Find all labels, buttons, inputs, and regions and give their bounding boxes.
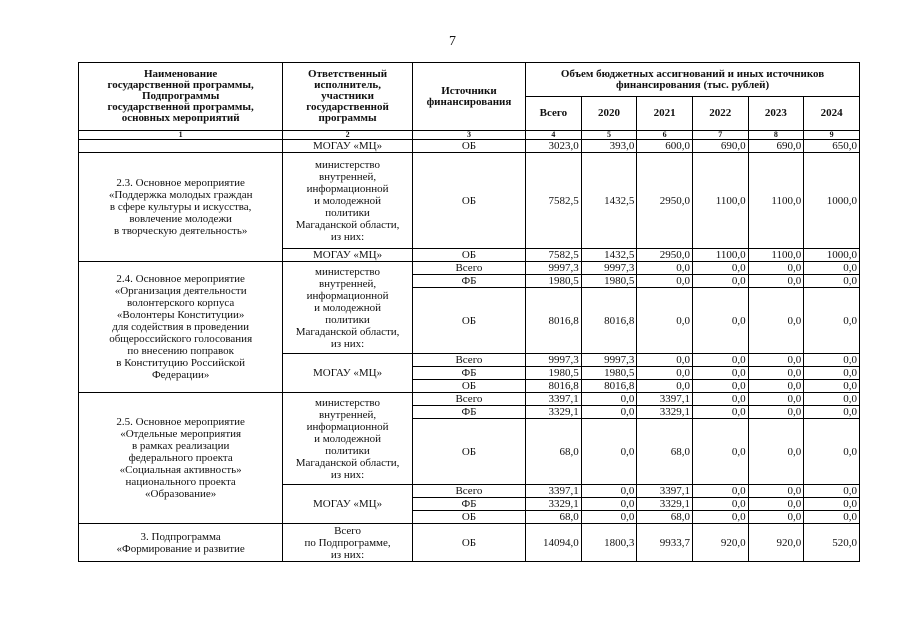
header-volume: Объем бюджетных ассигнований и иных источников финансирования (тыс. рублей) bbox=[526, 63, 860, 97]
value-2022: 1100,0 bbox=[692, 249, 748, 262]
subprogram-3-name: 3. Подпрограмма «Формирование и развитие bbox=[79, 524, 283, 562]
value-2022: 0,0 bbox=[692, 511, 748, 524]
source-cell: ФБ bbox=[412, 498, 525, 511]
value-2020: 1800,3 bbox=[581, 524, 637, 562]
value-2021: 68,0 bbox=[637, 419, 693, 485]
value-2020: 0,0 bbox=[581, 406, 637, 419]
value-2020: 9997,3 bbox=[581, 262, 637, 275]
value-2022: 0,0 bbox=[692, 406, 748, 419]
header-executor: Ответственный исполнитель, участники государственной программы bbox=[283, 63, 412, 131]
source-cell: ОБ bbox=[412, 153, 525, 249]
value-2020: 1432,5 bbox=[581, 249, 637, 262]
value-2023: 0,0 bbox=[748, 419, 804, 485]
header-source: Источники финансирования bbox=[412, 63, 525, 131]
source-cell: ОБ bbox=[412, 249, 525, 262]
measure-2-4-name: 2.4. Основное мероприятие «Организация деятельности волонтерского корпуса «Волонтеры Конституции» для содействия в проведении общероссийского голосования по внесению поправок в Конституцию Российской Федерации» bbox=[79, 262, 283, 393]
value-2024: 0,0 bbox=[804, 288, 860, 354]
value-2020: 1432,5 bbox=[581, 153, 637, 249]
value-2022: 0,0 bbox=[692, 380, 748, 393]
table-row bbox=[79, 524, 860, 562]
value-2021: 2950,0 bbox=[637, 153, 693, 249]
value-total: 3329,1 bbox=[526, 406, 582, 419]
value-total: 1980,5 bbox=[526, 275, 582, 288]
value-2020: 1980,5 bbox=[581, 275, 637, 288]
value-total: 68,0 bbox=[526, 419, 582, 485]
value-2024: 0,0 bbox=[804, 406, 860, 419]
value-2023: 920,0 bbox=[748, 524, 804, 562]
value-2021: 600,0 bbox=[637, 140, 693, 153]
column-number: 8 bbox=[748, 131, 804, 140]
value-2021: 3329,1 bbox=[637, 406, 693, 419]
value-2022: 690,0 bbox=[692, 140, 748, 153]
value-2021: 2950,0 bbox=[637, 249, 693, 262]
value-2023: 1100,0 bbox=[748, 249, 804, 262]
value-2024: 0,0 bbox=[804, 485, 860, 498]
value-2023: 0,0 bbox=[748, 485, 804, 498]
value-2022: 0,0 bbox=[692, 485, 748, 498]
value-2023: 0,0 bbox=[748, 262, 804, 275]
value-2021: 3329,1 bbox=[637, 498, 693, 511]
value-2024: 0,0 bbox=[804, 262, 860, 275]
value-2022: 0,0 bbox=[692, 393, 748, 406]
header-2020: 2020 bbox=[581, 97, 637, 131]
value-2023: 0,0 bbox=[748, 498, 804, 511]
value-2023: 0,0 bbox=[748, 393, 804, 406]
value-2021: 0,0 bbox=[637, 288, 693, 354]
executor-cell: МОГАУ «МЦ» bbox=[283, 354, 412, 393]
value-2023: 0,0 bbox=[748, 380, 804, 393]
value-2023: 690,0 bbox=[748, 140, 804, 153]
source-cell: ОБ bbox=[412, 511, 525, 524]
source-cell: ФБ bbox=[412, 406, 525, 419]
value-2020: 0,0 bbox=[581, 498, 637, 511]
value-2023: 0,0 bbox=[748, 511, 804, 524]
value-2023: 1100,0 bbox=[748, 153, 804, 249]
budget-table bbox=[78, 62, 860, 562]
value-2021: 3397,1 bbox=[637, 485, 693, 498]
source-cell: ФБ bbox=[412, 367, 525, 380]
value-2021: 0,0 bbox=[637, 367, 693, 380]
column-number: 9 bbox=[804, 131, 860, 140]
source-cell: ОБ bbox=[412, 524, 525, 562]
value-2021: 0,0 bbox=[637, 380, 693, 393]
value-total: 8016,8 bbox=[526, 380, 582, 393]
value-2020: 8016,8 bbox=[581, 288, 637, 354]
value-2024: 1000,0 bbox=[804, 153, 860, 249]
column-number: 3 bbox=[412, 131, 525, 140]
value-2022: 0,0 bbox=[692, 262, 748, 275]
value-total: 68,0 bbox=[526, 511, 582, 524]
value-2024: 0,0 bbox=[804, 380, 860, 393]
executor-cell: министерство внутренней, информационной и молодежной политики Магаданской области, из них: bbox=[283, 393, 412, 485]
value-2023: 0,0 bbox=[748, 288, 804, 354]
table-row bbox=[79, 393, 860, 406]
value-2022: 0,0 bbox=[692, 354, 748, 367]
table-row bbox=[79, 262, 860, 275]
value-2020: 0,0 bbox=[581, 511, 637, 524]
value-2022: 0,0 bbox=[692, 367, 748, 380]
column-number-row bbox=[79, 131, 860, 140]
value-2023: 0,0 bbox=[748, 367, 804, 380]
executor-cell: МОГАУ «МЦ» bbox=[283, 140, 412, 153]
column-number: 6 bbox=[637, 131, 693, 140]
header-2021: 2021 bbox=[637, 97, 693, 131]
value-2022: 0,0 bbox=[692, 288, 748, 354]
value-2020: 393,0 bbox=[581, 140, 637, 153]
value-2024: 0,0 bbox=[804, 511, 860, 524]
value-2021: 0,0 bbox=[637, 262, 693, 275]
header-name: Наименование государственной программы, Подпрограммы государственной программы, основных мероприятий bbox=[79, 63, 283, 131]
page-number: 7 bbox=[449, 34, 456, 49]
value-total: 3397,1 bbox=[526, 393, 582, 406]
table-row bbox=[79, 140, 860, 153]
value-2024: 520,0 bbox=[804, 524, 860, 562]
measure-2-3-name: 2.3. Основное мероприятие «Поддержка молодых граждан в сфере культуры и искусства, вовлечение молодежи в творческую деятельность» bbox=[79, 153, 283, 262]
header-2023: 2023 bbox=[748, 97, 804, 131]
value-2024: 1000,0 bbox=[804, 249, 860, 262]
value-2021: 9933,7 bbox=[637, 524, 693, 562]
value-2020: 0,0 bbox=[581, 393, 637, 406]
source-cell: Всего bbox=[412, 354, 525, 367]
value-2022: 920,0 bbox=[692, 524, 748, 562]
value-total: 3023,0 bbox=[526, 140, 582, 153]
value-total: 1980,5 bbox=[526, 367, 582, 380]
value-2024: 0,0 bbox=[804, 354, 860, 367]
value-2024: 0,0 bbox=[804, 393, 860, 406]
column-number: 4 bbox=[526, 131, 582, 140]
source-cell: ФБ bbox=[412, 275, 525, 288]
value-2023: 0,0 bbox=[748, 275, 804, 288]
table-row bbox=[79, 153, 860, 249]
header-2024: 2024 bbox=[804, 97, 860, 131]
source-cell: ОБ bbox=[412, 140, 525, 153]
source-cell: Всего bbox=[412, 485, 525, 498]
executor-cell: МОГАУ «МЦ» bbox=[283, 249, 412, 262]
value-2024: 0,0 bbox=[804, 498, 860, 511]
executor-cell: министерство внутренней, информационной и молодежной политики Магаданской области, из них: bbox=[283, 153, 412, 249]
value-2021: 3397,1 bbox=[637, 393, 693, 406]
value-2020: 1980,5 bbox=[581, 367, 637, 380]
value-2024: 0,0 bbox=[804, 419, 860, 485]
value-total: 7582,5 bbox=[526, 153, 582, 249]
header-total: Всего bbox=[526, 97, 582, 131]
value-2024: 0,0 bbox=[804, 367, 860, 380]
value-2022: 0,0 bbox=[692, 419, 748, 485]
column-number: 2 bbox=[283, 131, 412, 140]
value-2024: 0,0 bbox=[804, 275, 860, 288]
value-2021: 0,0 bbox=[637, 354, 693, 367]
value-2021: 68,0 bbox=[637, 511, 693, 524]
value-total: 3329,1 bbox=[526, 498, 582, 511]
value-2022: 1100,0 bbox=[692, 153, 748, 249]
value-total: 3397,1 bbox=[526, 485, 582, 498]
value-2022: 0,0 bbox=[692, 498, 748, 511]
name-cell bbox=[79, 140, 283, 153]
source-cell: ОБ bbox=[412, 288, 525, 354]
value-2021: 0,0 bbox=[637, 275, 693, 288]
value-2023: 0,0 bbox=[748, 354, 804, 367]
source-cell: ОБ bbox=[412, 380, 525, 393]
value-2020: 9997,3 bbox=[581, 354, 637, 367]
header-2022: 2022 bbox=[692, 97, 748, 131]
value-total: 9997,3 bbox=[526, 354, 582, 367]
source-cell: Всего bbox=[412, 262, 525, 275]
value-total: 9997,3 bbox=[526, 262, 582, 275]
column-number: 1 bbox=[79, 131, 283, 140]
column-number: 5 bbox=[581, 131, 637, 140]
value-2023: 0,0 bbox=[748, 406, 804, 419]
value-2020: 0,0 bbox=[581, 419, 637, 485]
column-number: 7 bbox=[692, 131, 748, 140]
value-2020: 0,0 bbox=[581, 485, 637, 498]
source-cell: ОБ bbox=[412, 419, 525, 485]
source-cell: Всего bbox=[412, 393, 525, 406]
executor-cell: МОГАУ «МЦ» bbox=[283, 485, 412, 524]
value-2020: 8016,8 bbox=[581, 380, 637, 393]
executor-cell: Всего по Подпрограмме, из них: bbox=[283, 524, 412, 562]
value-total: 8016,8 bbox=[526, 288, 582, 354]
value-total: 7582,5 bbox=[526, 249, 582, 262]
value-2024: 650,0 bbox=[804, 140, 860, 153]
value-2022: 0,0 bbox=[692, 275, 748, 288]
executor-cell: министерство внутренней, информационной и молодежной политики Магаданской области, из них: bbox=[283, 262, 412, 354]
value-total: 14094,0 bbox=[526, 524, 582, 562]
measure-2-5-name: 2.5. Основное мероприятие «Отдельные мероприятия в рамках реализации федерального проекта «Социальная активность» национального проекта «Образование» bbox=[79, 393, 283, 524]
